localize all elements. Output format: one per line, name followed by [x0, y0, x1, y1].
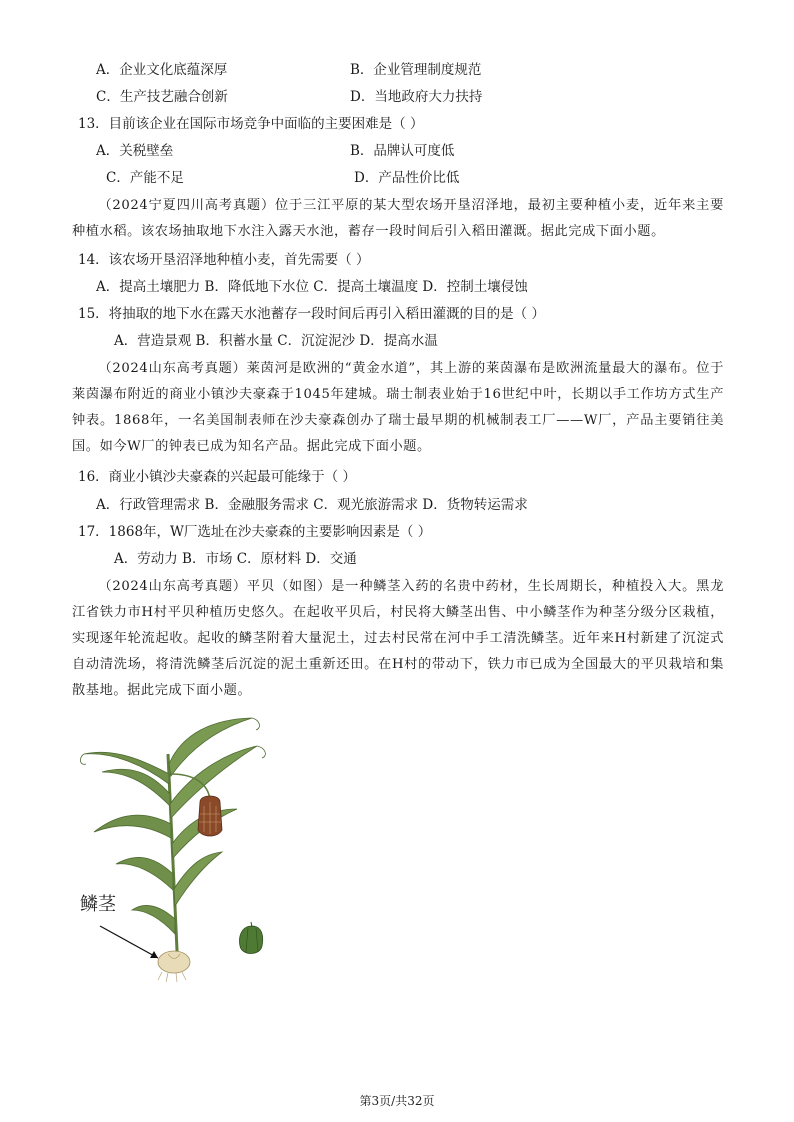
tendril [257, 746, 265, 758]
leaf [116, 857, 173, 890]
bulb-label: 鳞茎 [80, 894, 116, 915]
q13-stem: 13．目前该企业在国际市场竞争中面临的主要困难是（ ） [78, 116, 424, 132]
tendril [252, 718, 259, 730]
q13-option-d: D．产品性价比低 [354, 170, 460, 186]
pingbei-plant-figure [72, 714, 332, 984]
leaf [174, 852, 222, 906]
q17-options: A．劳动力 B．市场 C．原材料 D．交通 [114, 551, 357, 567]
passage-rhine: （2024山东高考真题）莱茵河是欧洲的“黄金水道”，其上游的莱茵瀑布是欧洲流量最大的瀑布。位于莱茵瀑布附近的商业小镇沙夫豪森于1045年建城。瑞士制表业始于16世纪中叶，长期以手工作坊方式生产钟表。1868年，一名美国制表师在沙夫豪森创办了瑞士最早期的机械制表工厂——W厂，产品主要销往美国。如今W厂的钟表已成为知名产品。据此完成下面小题。 [72, 361, 724, 454]
q15-options: A．营造景观 B．积蓄水量 C．沉淀泥沙 D．提高水温 [114, 333, 438, 349]
q12-option-d: D．当地政府大力扶持 [350, 89, 483, 105]
q14-options: A．提高土壤肥力 B．降低地下水位 C．提高土壤温度 D．控制土壤侵蚀 [96, 279, 528, 295]
passage-pingbei: （2024山东高考真题）平贝（如图）是一种鳞茎入药的名贵中药材，生长周期长，种植投入大。黑龙江省铁力市H村平贝种植历史悠久。在起收平贝后，村民将大鳞茎出售、中小鳞茎作为种茎分级分区栽植，实现逐年轮流起收。起收的鳞茎附着大量泥土，过去村民常在河中手工清洗鳞茎。近年来H村新建了沉淀式自动清洗场，将清洗鳞茎后沉淀的泥土重新还田。在H村的带动下，铁力市已成为全国最大的平贝栽培和集散基地。据此完成下面小题。 [72, 579, 724, 698]
leaf [84, 752, 169, 784]
q16-stem: 16．商业小镇沙夫豪森的兴起最可能缘于（ ） [78, 469, 356, 485]
q17-stem: 17．1868年，W厂选址在沙夫豪森的主要影响因素是（ ） [78, 524, 432, 540]
label-arrow [100, 926, 158, 958]
q15-stem: 15．将抽取的地下水在露天水池蓄存一段时间后再引入稻田灌溉的目的是（ ） [78, 306, 545, 322]
q13-option-a: A．关税壁垒 [96, 143, 174, 159]
q13-option-c: C．产能不足 [106, 170, 184, 186]
q12-option-a: A．企业文化底蕴深厚 [96, 62, 228, 78]
leaf [94, 815, 171, 838]
q12-option-b: B．企业管理制度规范 [350, 62, 482, 78]
q12-option-c: C．生产技艺融合创新 [96, 89, 228, 105]
page-footer: 第3页/共32页 [359, 1094, 435, 1108]
leaf [132, 905, 175, 934]
bulb [158, 951, 190, 982]
passage-sanjiang: （2024宁夏四川高考真题）位于三江平原的某大型农场开垦沼泽地，最初主要种植小麦，近年来主要种植水稻。该农场抽取地下水注入露天水池，蓄存一段时间后引入稻田灌溉。据此完成下面小题。 [72, 198, 724, 239]
q14-stem: 14．该农场开垦沼泽地种植小麦，首先需要（ ） [78, 252, 370, 268]
q16-options: A．行政管理需求 B．金融服务需求 C．观光旅游需求 D．货物转运需求 [96, 497, 528, 513]
plant-stem [168, 754, 178, 972]
q13-option-b: B．品牌认可度低 [350, 143, 455, 159]
tendril [80, 754, 86, 764]
seed-capsule [240, 922, 263, 954]
plant-illustration [72, 714, 332, 984]
